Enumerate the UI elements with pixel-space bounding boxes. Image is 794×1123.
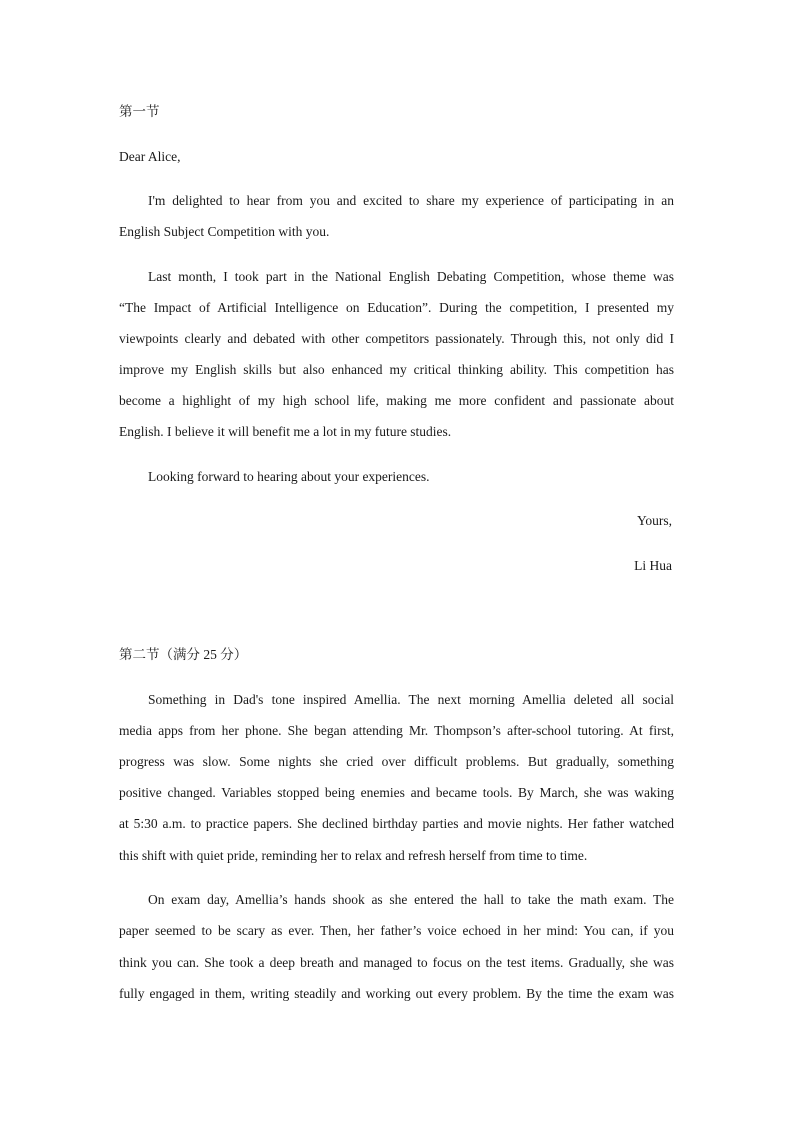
letter-signature: Li Hua: [634, 558, 672, 573]
s2-p1-line5: at 5:30 a.m. to practice papers. She declined birthday parties and movie nights. Her father watched: [119, 816, 674, 831]
s2-p2-line1: On exam day, Amellia’s hands shook as she entered the hall to take the math exam. The: [148, 892, 674, 907]
letter-closing: Yours,: [636, 513, 672, 528]
section1-heading: 第一节: [119, 104, 160, 119]
s2-p1-line1: Something in Dad's tone inspired Amellia. The next morning Amellia deleted all social: [148, 692, 674, 707]
s2-p1-line3: progress was slow. Some nights she cried over difficult problems. But gradually, something: [119, 754, 674, 769]
s1-p2-line2: “The Impact of Artificial Intelligence on Education”. During the competition, I presented my: [119, 300, 674, 315]
s1-p1-line2: English Subject Competition with you.: [119, 224, 330, 239]
s1-p2-line1: Last month, I took part in the National English Debating Competition, whose theme was: [148, 269, 674, 284]
s1-p3-line1: Looking forward to hearing about your experiences.: [148, 469, 430, 484]
s2-p1-line4: positive changed. Variables stopped being enemies and became tools. By March, she was waking: [119, 785, 674, 800]
s2-p2-line3: think you can. She took a deep breath and managed to focus on the test items. Gradually, she was: [119, 955, 674, 970]
s1-p2-line5: become a highlight of my high school life, making me more confident and passionate about: [119, 393, 674, 408]
letter-greeting: Dear Alice,: [119, 149, 181, 164]
section2-heading: 第二节（满分 25 分）: [119, 647, 248, 662]
s2-p2-line2: paper seemed to be scary as ever. Then, her father’s voice echoed in her mind: You can, if you: [119, 923, 674, 938]
s2-p1-line2: media apps from her phone. She began attending Mr. Thompson’s after-school tutoring. At first,: [119, 723, 674, 738]
s1-p2-line6: English. I believe it will benefit me a lot in my future studies.: [119, 424, 452, 439]
s1-p1-line1: I'm delighted to hear from you and excited to share my experience of participating in an: [148, 193, 674, 208]
s1-p2-line3: viewpoints clearly and debated with other competitors passionately. Through this, not only did I: [119, 331, 674, 346]
s1-p2-line4: improve my English skills but also enhanced my critical thinking ability. This competition has: [119, 362, 674, 377]
s2-p1-line6: this shift with quiet pride, reminding her to relax and refresh herself from time to time.: [119, 848, 588, 863]
s2-p2-line4: fully engaged in them, writing steadily and working out every problem. By the time the exam was: [119, 986, 674, 1001]
